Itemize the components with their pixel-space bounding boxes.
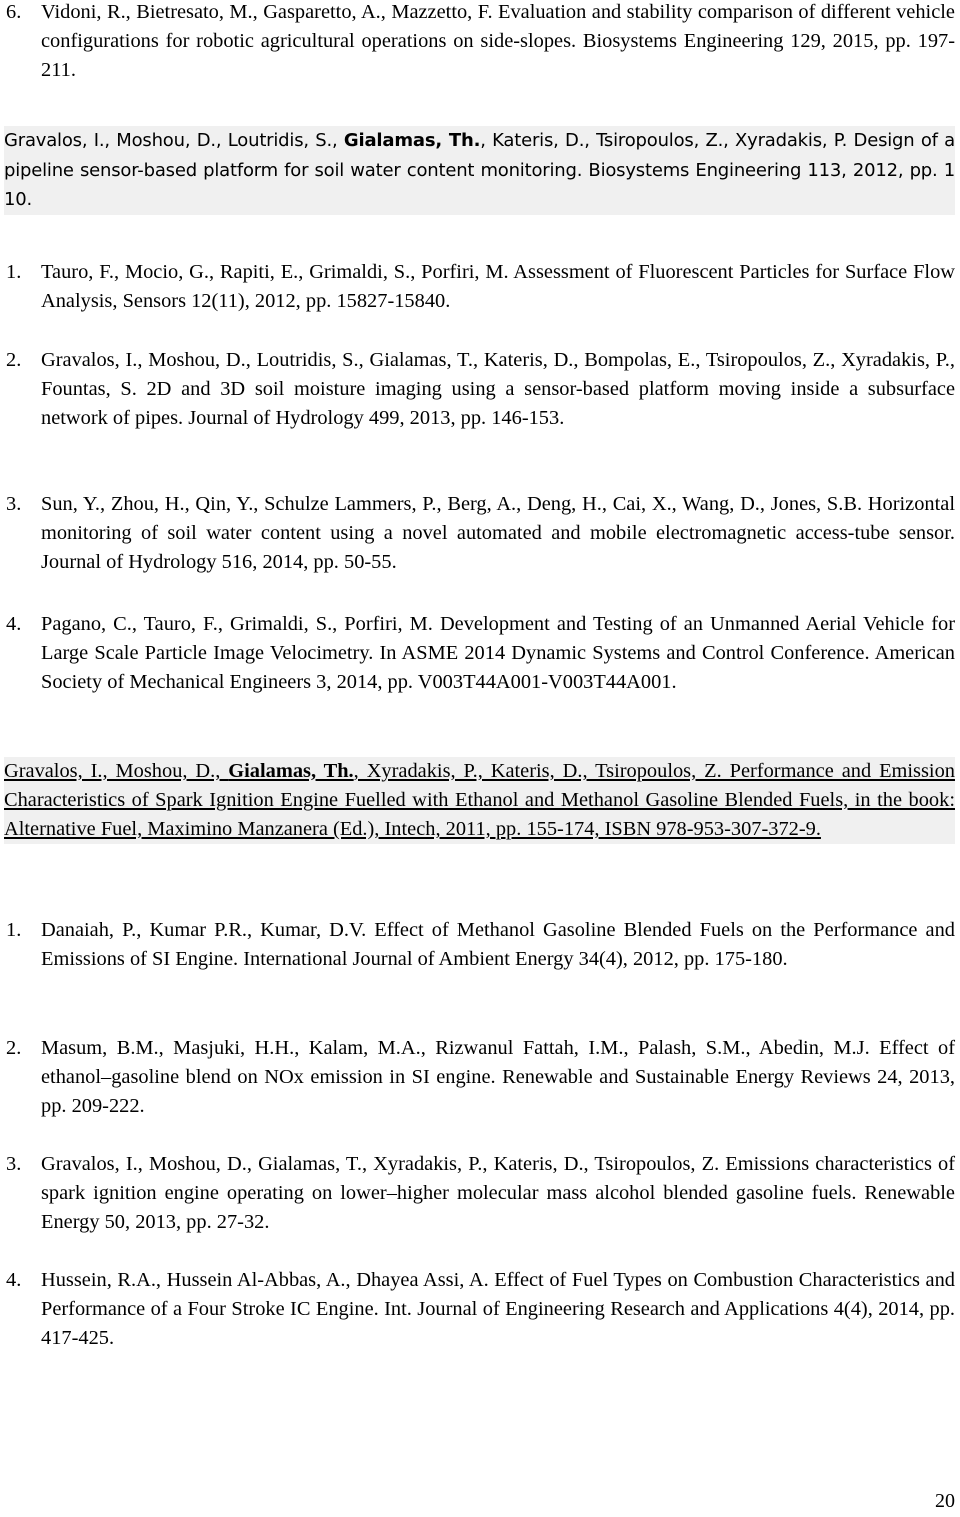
reference-marker: 4.: [6, 1269, 22, 1291]
citing-item-b3: [6, 1150, 955, 1237]
reference-title: Design of a pipeline sensor-based platform for soil water content monitoring. Biosystems Engineering 113, 2012, pp. 1 10.: [4, 130, 955, 210]
reference-gravalos-2012: [4, 126, 955, 215]
reference-marker: 2.: [6, 1037, 22, 1059]
reference-item-6: [6, 0, 955, 85]
reference-text: Vidoni, R., Bietresato, M., Gasparetto, A., Mazzetto, F. Evaluation and stability comparison of different vehicle configurations for robotic agricultural operations on side-slopes. Biosystems Engineering 129, 2015, pp. 197-211.: [41, 1, 955, 81]
reference-text: Gravalos, I., Moshou, D., Gialamas, T., Xyradakis, P., Kateris, D., Tsiropoulos, Z. Emissions characteristics of spark ignition engine operating on lower–higher molecular mass alcohol blended gasoline fuels. Renewable Energy 50, 2013, pp. 27-32.: [41, 1153, 955, 1233]
reference-marker: 1.: [6, 261, 22, 283]
reference-marker: 1.: [6, 919, 22, 941]
citing-item-a1: [6, 258, 955, 316]
reference-text: Danaiah, P., Kumar P.R., Kumar, D.V. Effect of Methanol Gasoline Blended Fuels on the Performance and Emissions of SI Engine. International Journal of Ambient Energy 34(4), 2012, pp. 175-180.: [41, 919, 955, 970]
reference-text: Hussein, R.A., Hussein Al-Abbas, A., Dhayea Assi, A. Effect of Fuel Types on Combustion Characteristics and Performance of a Four Stroke IC Engine. Int. Journal of Engineering Research and Applications 4(4), 2014, pp. 417-425.: [41, 1269, 955, 1349]
authors-leading: Gravalos, I., Moshou, D.,: [4, 760, 229, 782]
reference-text: Tauro, F., Mocio, G., Rapiti, E., Grimaldi, S., Porfiri, M. Assessment of Fluorescent Particles for Surface Flow Analysis, Sensors 12(11), 2012, pp. 15827-15840.: [41, 261, 955, 312]
highlighted-author: Gialamas, Th.: [343, 130, 481, 151]
reference-text: Pagano, C., Tauro, F., Grimaldi, S., Porfiri, M. Development and Testing of an Unmanned Aerial Vehicle for Large Scale Particle Image Velocimetry. In ASME 2014 Dynamic Systems and Control Conference. American Society of Mechanical Engineers 3, 2014, pp. V003T44A001-V003T44A001.: [41, 613, 955, 693]
reference-marker: 6.: [6, 1, 22, 23]
reference-rest: , Xyradakis, P., Kateris, D., Tsiropoulos, Z. Performance and Emission Characteristics of Spark Ignition Engine Fuelled with Ethanol and Methanol Gasoline Blended Fuels, in the book: Alternative Fuel, Maximino Manzanera (Ed.), Intech, 2011, pp. 155-174, ISBN 978-953-307-372-9.: [4, 760, 955, 840]
citing-item-a4: [6, 610, 955, 697]
authors-trailing: , Kateris, D., Tsiropoulos, Z., Xyradakis, P.: [480, 130, 854, 151]
citing-item-b4: [6, 1266, 955, 1353]
citing-item-b1: [6, 916, 955, 974]
citing-item-a3: [6, 490, 955, 577]
reference-marker: 3.: [6, 1153, 22, 1175]
page-number: 20: [935, 1490, 955, 1512]
reference-text: Masum, B.M., Masjuki, H.H., Kalam, M.A., Rizwanul Fattah, I.M., Palash, S.M., Abedin, M.J. Effect of ethanol–gasoline blend on NOx emission in SI engine. Renewable and Sustainable Energy Reviews 24, 2013, pp. 209-222.: [41, 1037, 955, 1117]
highlighted-author: Gialamas, Th.: [228, 760, 354, 782]
reference-marker: 4.: [6, 613, 22, 635]
authors-leading: Gravalos, I., Moshou, D., Loutridis, S.,: [4, 130, 344, 151]
reference-marker: 3.: [6, 493, 22, 515]
citing-item-a2: [6, 346, 955, 433]
reference-text: Gravalos, I., Moshou, D., Loutridis, S., Gialamas, T., Kateris, D., Bompolas, E., Tsiropoulos, Z., Xyradakis, P., Fountas, S. 2D and 3D soil moisture imaging using a sensor-based platform moving inside a subsurface network of pipes. Journal of Hydrology 499, 2013, pp. 146-153.: [41, 349, 955, 429]
reference-text: Sun, Y., Zhou, H., Qin, Y., Schulze Lammers, P., Berg, A., Deng, H., Cai, X., Wang, D., Jones, S.B. Horizontal monitoring of soil water content using a novel automated and mobile electromagnetic access-tube sensor. Journal of Hydrology 516, 2014, pp. 50-55.: [41, 493, 955, 573]
reference-gravalos-2011: [4, 757, 955, 844]
reference-marker: 2.: [6, 349, 22, 371]
citing-item-b2: [6, 1034, 955, 1121]
